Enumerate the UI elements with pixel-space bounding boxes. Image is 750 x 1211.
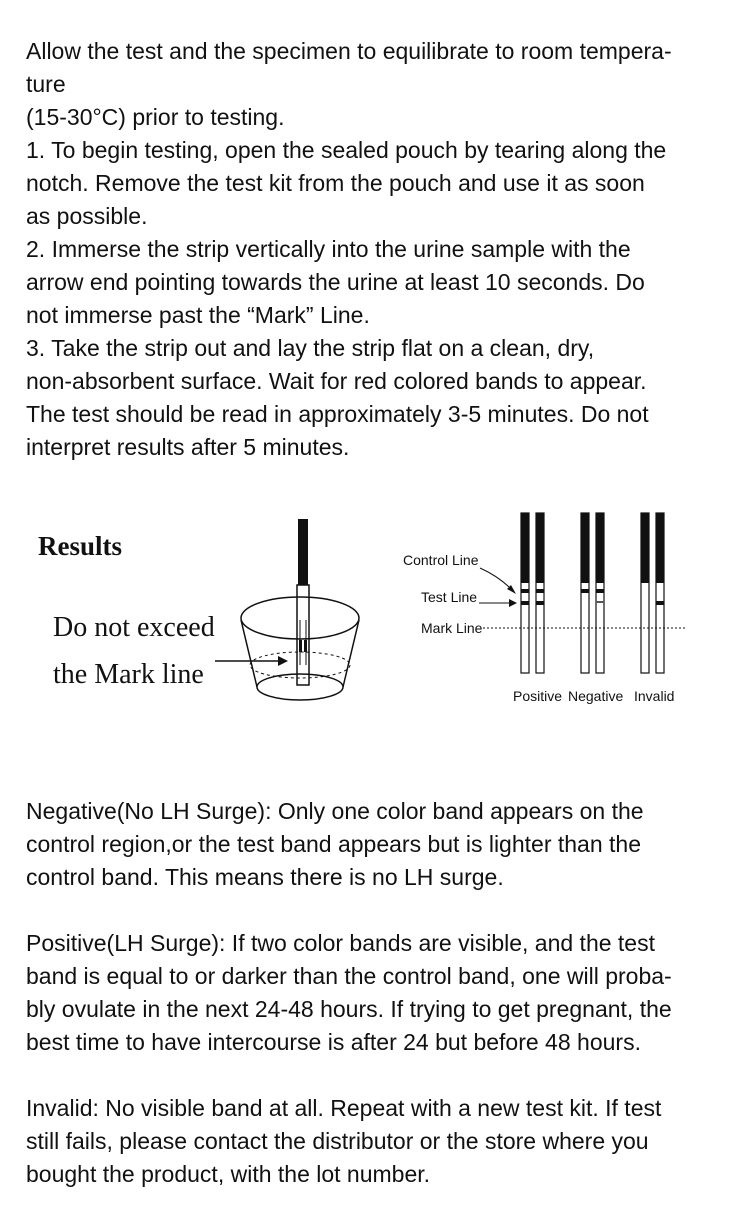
caution-line-2: the Mark line (53, 659, 204, 690)
negative-label: Negative (568, 688, 624, 704)
invalid-term: Invalid (26, 1095, 93, 1121)
negative-term: Negative(No LH Surge) (26, 798, 266, 824)
strip-body (297, 585, 309, 685)
procedure-text (26, 35, 726, 464)
procedure-line: The test should be read in approximately 3-5 minutes. Do not (26, 401, 649, 427)
results-heading: Results (38, 531, 123, 561)
result-strips-diagram (395, 505, 695, 715)
test-line-label: Test Line (421, 589, 478, 605)
positive-line: : If two color bands are visible, and the test (219, 930, 655, 956)
invalid-label: Invalid (634, 688, 675, 704)
positive-label: Positive (513, 688, 563, 704)
negative-line: control region,or the test band appears but is lighter than the (26, 831, 642, 857)
invalid-line: : No visible band at all. Repeat with a new test kit. If test (92, 1095, 662, 1121)
procedure-line: Allow the test and the specimen to equilibrate to room tempera- (26, 38, 672, 64)
invalid-line: bought the product, with the lot number. (26, 1161, 431, 1187)
procedure-line: 2. Immerse the strip vertically into the urine sample with the (26, 236, 631, 262)
procedure-line: as possible. (26, 203, 148, 229)
procedure-line: ture (26, 71, 66, 97)
procedure-line: arrow end pointing towards the urine at least 10 seconds. Do (26, 269, 645, 295)
positive-line: band is equal to or darker than the control band, one will proba- (26, 963, 672, 989)
procedure-line: interpret results after 5 minutes. (26, 434, 350, 460)
negative-strips (581, 513, 604, 673)
invalid-strips (641, 513, 664, 673)
immersion-illustration (210, 515, 370, 715)
caution-line-1: Do not exceed (53, 612, 215, 643)
procedure-line: (15-30°C) prior to testing. (26, 104, 285, 130)
negative-line: : Only one color band appears on the (265, 798, 644, 824)
procedure-line: non-absorbent surface. Wait for red colored bands to appear. (26, 368, 647, 394)
invalid-paragraph (26, 1092, 726, 1191)
control-line-label: Control Line (403, 552, 479, 568)
procedure-line: not immerse past the “Mark” Line. (26, 302, 370, 328)
procedure-line: 3. Take the strip out and lay the strip flat on a clean, dry, (26, 335, 595, 361)
positive-line: bly ovulate in the next 24-48 hours. If trying to get pregnant, the (26, 996, 672, 1022)
positive-paragraph (26, 927, 726, 1059)
procedure-line: notch. Remove the test kit from the pouch and use it as soon (26, 170, 645, 196)
mark-line-label: Mark Line (421, 620, 483, 636)
positive-strips (521, 513, 544, 673)
positive-line: best time to have intercourse is after 24 but before 48 hours. (26, 1029, 641, 1055)
negative-line: control band. This means there is no LH surge. (26, 864, 504, 890)
positive-term: Positive(LH Surge) (26, 930, 220, 956)
negative-paragraph (26, 795, 726, 894)
invalid-line: still fails, please contact the distributor or the store where you (26, 1128, 649, 1154)
strip-handle (298, 519, 308, 585)
procedure-line: 1. To begin testing, open the sealed pouch by tearing along the (26, 137, 667, 163)
